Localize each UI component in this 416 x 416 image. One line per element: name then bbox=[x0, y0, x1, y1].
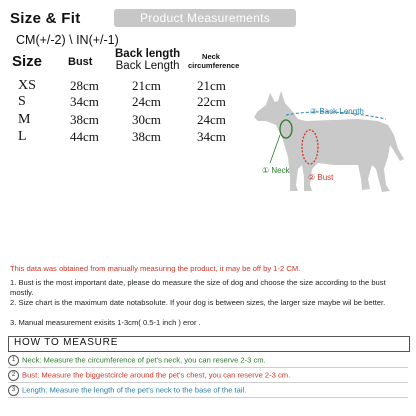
table-row bbox=[0, 112, 260, 128]
how-to-item-neck bbox=[8, 355, 266, 366]
how-to-text: Measure the biggestcircle around the pet's chest, you can reserve 2-3 cm. bbox=[39, 370, 291, 380]
product-measurements-badge: Product Measurements bbox=[114, 9, 296, 27]
how-to-text: Measure the circumference of pet's neck, you can reserve 2-3 cm. bbox=[41, 355, 266, 365]
note-2: 2. Size chart is the maximum date notabsolute. If your dog is between sizes, the larger size maybe wil be better. bbox=[10, 298, 386, 307]
table-row bbox=[0, 129, 260, 145]
note-3: 3. Manual measurement exisits 1-3cm( 0.5-1 inch ) eror . bbox=[10, 318, 201, 327]
table-row bbox=[0, 78, 260, 94]
number-badge: 3 bbox=[8, 385, 19, 396]
header-neck-line1: Neck bbox=[202, 52, 220, 61]
cell-bust: 28cm bbox=[70, 78, 99, 93]
measurement-warning: This data was obtained from manually measuring the product, it may be off by 1-2 CM. bbox=[10, 264, 301, 273]
cell-bust: 44cm bbox=[70, 129, 99, 144]
divider bbox=[8, 382, 408, 383]
how-to-text: Measure the length of the pet's neck to the base of the tail. bbox=[47, 385, 247, 395]
cell-size: M bbox=[18, 112, 31, 127]
cell-size: L bbox=[18, 129, 27, 144]
cell-neck: 24cm bbox=[197, 112, 226, 127]
back-length-label: ③ Back Length bbox=[310, 107, 364, 116]
how-to-item-bust bbox=[8, 370, 290, 381]
cell-bust: 38cm bbox=[70, 112, 99, 127]
number-badge: 2 bbox=[8, 370, 19, 381]
header-back-length bbox=[115, 48, 180, 72]
header-back-length-line1: Back length bbox=[115, 48, 181, 60]
cell-bust: 34cm bbox=[70, 94, 99, 109]
header-neck bbox=[188, 52, 240, 70]
cell-size: XS bbox=[18, 78, 36, 93]
header-size: Size bbox=[12, 53, 43, 70]
bust-label: ② Bust bbox=[308, 173, 334, 182]
neck-label: ① Neck bbox=[262, 166, 290, 175]
cell-back-length: 21cm bbox=[132, 78, 161, 93]
neck-leader-line bbox=[270, 135, 280, 163]
cell-neck: 34cm bbox=[197, 129, 226, 144]
table-row bbox=[0, 94, 260, 110]
cell-back-length: 38cm bbox=[132, 129, 161, 144]
number-badge: 1 bbox=[8, 355, 19, 366]
cell-neck: 22cm bbox=[197, 94, 226, 109]
header-bust: Bust bbox=[68, 56, 93, 68]
units-label: CM(+/-2) \ IN(+/-1) bbox=[16, 33, 119, 47]
how-to-label: Neck: bbox=[22, 355, 42, 365]
how-to-label: Bust: bbox=[22, 370, 40, 380]
page-title: Size & Fit bbox=[10, 10, 81, 27]
note-1: 1. Bust is the most important date, please do measure the size of dog and choose the size according to the bust mostly. bbox=[10, 278, 386, 297]
cell-back-length: 24cm bbox=[132, 94, 161, 109]
cell-size: S bbox=[18, 94, 26, 109]
cell-back-length: 30cm bbox=[132, 112, 161, 127]
how-to-measure-heading: HOW TO MEASURE bbox=[14, 337, 119, 348]
header-neck-line2: circumference bbox=[188, 61, 240, 70]
dog-measurement-diagram bbox=[248, 85, 413, 205]
divider bbox=[8, 367, 408, 368]
header-back-length-line2: Back Length bbox=[115, 60, 180, 72]
how-to-item-length bbox=[8, 385, 246, 396]
cell-neck: 21cm bbox=[197, 78, 226, 93]
divider bbox=[8, 397, 408, 398]
how-to-label: Length: bbox=[22, 385, 48, 395]
